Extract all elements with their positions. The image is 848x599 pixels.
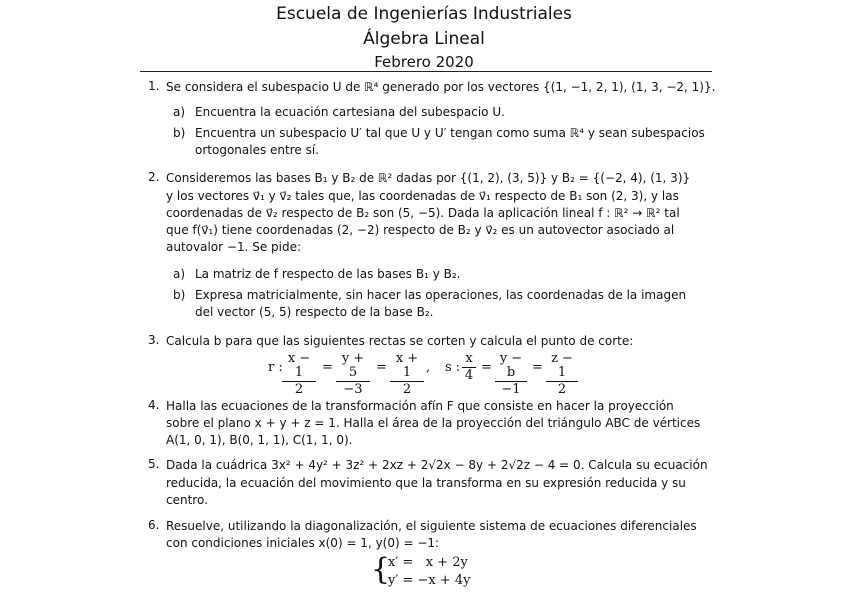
problem-6-number: 6. (148, 518, 160, 532)
problem-5-line1: Dada la cuádrica 3x² + 4y² + 3z² + 2xz + 2√2x − 8y + 2√2z − 4 = 0. Calcula su ecuación (166, 458, 708, 472)
problem-1-statement: Se considera el subespacio U de ℝ⁴ generado por los vectores {(1, −1, 2, 1), (1, 3, −2, 1)}. (166, 80, 716, 94)
s-fraction-2-num: y − b (499, 351, 523, 380)
problem-2-line2: y los vectores v⃗₁ y v⃗₂ tales que, las coordenadas de v⃗₁ respecto de B₁ son (2, 3), y las (166, 189, 679, 203)
problem-2-number: 2. (148, 170, 160, 184)
system-brace: { (371, 552, 391, 587)
line-s-label: s : (445, 360, 461, 375)
problem-1-number: 1. (148, 79, 160, 93)
problem-2-line1: Consideremos las bases B₁ y B₂ de ℝ² dadas por {(1, 2), (3, 5)} y B₂ = {(−2, 4), (1, 3)} (166, 171, 691, 185)
exam-date: Febrero 2020 (374, 53, 474, 71)
header-divider (140, 71, 712, 72)
s-fraction-3 (546, 352, 578, 397)
problem-2b-text-line2: del vector (5, 5) respecto de la base B₂. (195, 305, 434, 319)
r-fraction-1-num: x − 1 (287, 351, 311, 380)
problem-3-number: 3. (148, 333, 160, 347)
r-fraction-2 (336, 352, 370, 397)
system-equation-1: x′ = x + 2y (388, 555, 468, 570)
problem-1b-text-line1: Encuentra un subespacio U′ tal que U y U′ tengan como suma ℝ⁴ y sean subespacios (195, 126, 705, 140)
r-fraction-3 (390, 352, 424, 397)
r-equals-2: = (376, 360, 387, 375)
problem-1b-text-line2: ortogonales entre sí. (195, 143, 319, 157)
problem-5-line3: centro. (166, 493, 208, 507)
s-fraction-3-num: z − 1 (551, 351, 573, 380)
problem-4-line3: A(1, 0, 1), B(0, 1, 1), C(1, 1, 0). (166, 433, 353, 447)
problem-1a-text: Encuentra la ecuación cartesiana del subespacio U. (195, 105, 505, 119)
r-fraction-3-num: x + 1 (395, 351, 419, 380)
r-fraction-2-den: −3 (343, 382, 363, 397)
problem-5-number: 5. (148, 457, 160, 471)
r-fraction-2-num: y + 5 (341, 351, 365, 380)
problem-1a-label: a) (173, 105, 186, 119)
s-fraction-3-den: 2 (557, 382, 567, 397)
r-fraction-3-den: 2 (402, 382, 412, 397)
s-fraction-2-den: −1 (501, 382, 521, 397)
problem-4-line1: Halla las ecuaciones de la transformación afín F que consiste en hacer la proyección (166, 399, 674, 413)
problem-2-line4: que f(v⃗₁) tiene coordenadas (2, −2) respecto de B₂ y v⃗₂ es un autovector asociado al (166, 223, 675, 237)
equation-comma: , (426, 360, 431, 375)
problem-4-line2: sobre el plano x + y + z = 1. Halla el área de la proyección del triángulo ABC de vértices (166, 416, 701, 430)
problem-4-number: 4. (148, 398, 160, 412)
problem-2b-label: b) (173, 288, 186, 302)
s-fraction-2 (495, 352, 527, 397)
s-fraction-1-num: x (465, 351, 473, 366)
s-equals-1: = (481, 360, 492, 375)
problem-2-line3: coordenadas de v⃗₂ respecto de B₂ son (5, −5). Dada la aplicación lineal f : ℝ² → ℝ² tal (166, 206, 680, 220)
s-equals-2: = (532, 360, 543, 375)
problem-1b-label: b) (173, 126, 186, 140)
problem-3-statement: Calcula b para que las siguientes rectas se corten y calcula el punto de corte: (166, 334, 634, 348)
problem-6-line1: Resuelve, utilizando la diagonalización, el siguiente sistema de ecuaciones diferenciales (166, 519, 697, 533)
problem-2-line5: autovalor −1. Se pide: (166, 240, 302, 254)
problem-6-line2: con condiciones iniciales x(0) = 1, y(0) = −1: (166, 536, 440, 550)
s-fraction-1-den: 4 (464, 368, 474, 383)
problem-2a-text: La matriz de f respecto de las bases B₁ y B₂. (195, 267, 461, 281)
school-title: Escuela de Ingenierías Industriales (276, 4, 572, 24)
r-equals-1: = (322, 360, 333, 375)
r-fraction-1-den: 2 (294, 382, 304, 397)
problem-2b-text-line1: Expresa matricialmente, sin hacer las operaciones, las coordenadas de la imagen (195, 288, 687, 302)
problem-5-line2: reducida, la ecuación del movimiento que la transforma en su expresión reducida y su (166, 476, 686, 490)
problem-2a-label: a) (173, 267, 186, 281)
s-fraction-1 (462, 352, 476, 383)
r-fraction-1 (282, 352, 316, 397)
subject-title: Álgebra Lineal (363, 29, 485, 49)
system-equation-2: y′ = −x + 4y (388, 573, 471, 588)
line-r-label: r : (268, 360, 283, 375)
